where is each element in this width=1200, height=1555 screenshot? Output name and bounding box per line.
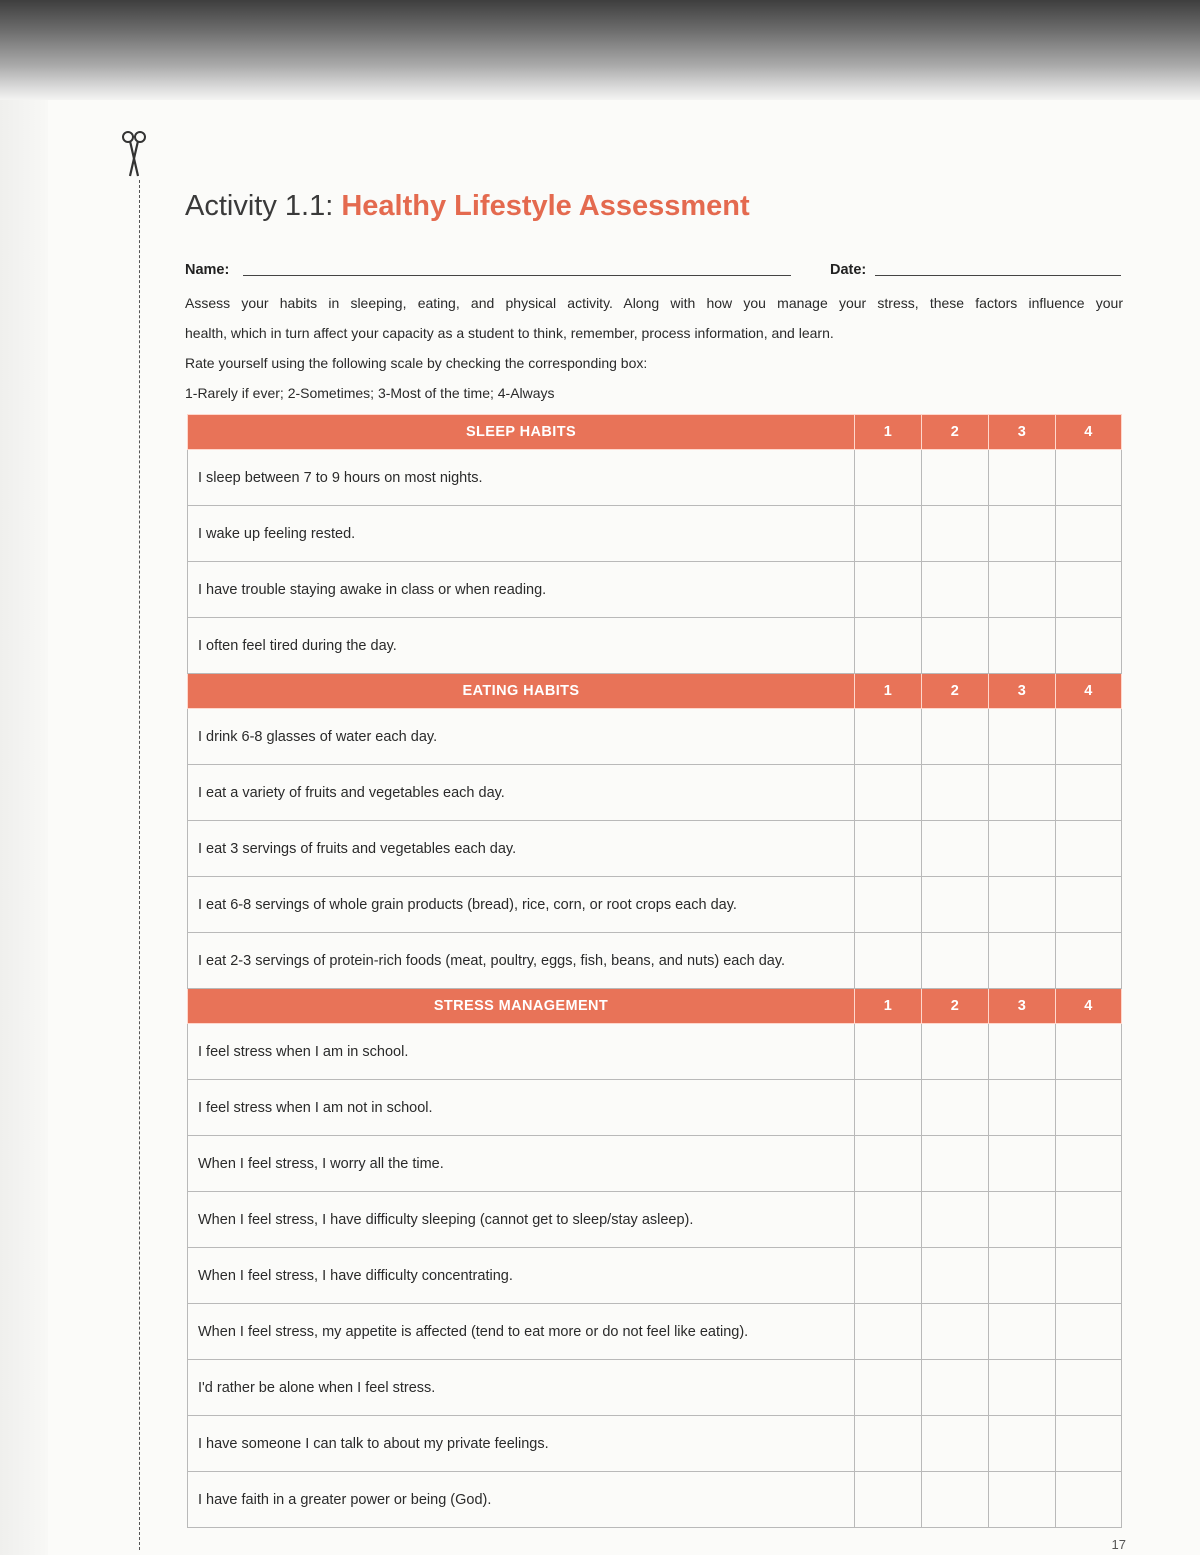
table-row	[188, 1192, 1122, 1248]
rating-checkbox-2[interactable]	[922, 506, 989, 562]
statement-text: I drink 6-8 glasses of water each day.	[188, 709, 855, 765]
rating-checkbox-3[interactable]	[989, 618, 1056, 674]
rating-checkbox-4[interactable]	[1056, 877, 1122, 933]
rating-checkbox-1[interactable]	[855, 1024, 922, 1080]
scale-header-3: 3	[989, 674, 1056, 709]
scale-header-3: 3	[989, 989, 1056, 1024]
rating-checkbox-4[interactable]	[1056, 1024, 1122, 1080]
page-number: 17	[1111, 1537, 1126, 1552]
table-row	[188, 1304, 1122, 1360]
rating-checkbox-2[interactable]	[922, 709, 989, 765]
section-header-row	[188, 415, 1122, 450]
scale-header-4: 4	[1056, 674, 1122, 709]
rating-checkbox-2[interactable]	[922, 1472, 989, 1528]
rating-checkbox-3[interactable]	[989, 1136, 1056, 1192]
table-row	[188, 1472, 1122, 1528]
table-row	[188, 765, 1122, 821]
scan-shadow-top	[0, 0, 1200, 100]
statement-text: I eat 6-8 servings of whole grain products (bread), rice, corn, or root crops each day.	[188, 877, 855, 933]
scan-margin-left	[0, 100, 48, 1555]
title-accent: Healthy Lifestyle Assessment	[341, 190, 750, 222]
table-row	[188, 1024, 1122, 1080]
table-row	[188, 1080, 1122, 1136]
scale-header-2: 2	[922, 415, 989, 450]
rating-checkbox-4[interactable]	[1056, 765, 1122, 821]
rating-checkbox-2[interactable]	[922, 1136, 989, 1192]
statement-text: I eat a variety of fruits and vegetables each day.	[188, 765, 855, 821]
rating-checkbox-1[interactable]	[855, 709, 922, 765]
rating-checkbox-1[interactable]	[855, 1416, 922, 1472]
rating-checkbox-1[interactable]	[855, 450, 922, 506]
scissors-icon	[121, 130, 147, 178]
scale-header-2: 2	[922, 989, 989, 1024]
rating-checkbox-1[interactable]	[855, 506, 922, 562]
statement-text: I eat 2-3 servings of protein-rich foods (meat, poultry, eggs, fish, beans, and nuts) each day.	[188, 933, 855, 989]
rating-checkbox-3[interactable]	[989, 877, 1056, 933]
scale-header-2: 2	[922, 674, 989, 709]
rating-checkbox-2[interactable]	[922, 450, 989, 506]
rating-checkbox-4[interactable]	[1056, 450, 1122, 506]
scale-header-1: 1	[855, 415, 922, 450]
scale-header-1: 1	[855, 674, 922, 709]
table-row	[188, 933, 1122, 989]
rating-checkbox-3[interactable]	[989, 506, 1056, 562]
rating-scale-legend: 1-Rarely if ever; 2-Sometimes; 3-Most of the time; 4-Always	[185, 385, 555, 401]
intro-line-2: health, which in turn affect your capacity as a student to think, remember, process information, and learn.	[185, 325, 834, 341]
rating-checkbox-1[interactable]	[855, 1136, 922, 1192]
rating-checkbox-3[interactable]	[989, 1472, 1056, 1528]
table-row	[188, 506, 1122, 562]
page-title	[185, 190, 750, 223]
table-row	[188, 877, 1122, 933]
assessment-table	[187, 414, 1122, 1528]
rating-checkbox-2[interactable]	[922, 765, 989, 821]
table-row	[188, 1136, 1122, 1192]
rating-checkbox-1[interactable]	[855, 618, 922, 674]
section-title: SLEEP HABITS	[188, 415, 855, 450]
statement-text: I eat 3 servings of fruits and vegetables each day.	[188, 821, 855, 877]
statement-text: I wake up feeling rested.	[188, 506, 855, 562]
table-row	[188, 1360, 1122, 1416]
date-field[interactable]	[875, 275, 1121, 276]
rating-checkbox-4[interactable]	[1056, 1472, 1122, 1528]
rating-checkbox-1[interactable]	[855, 1192, 922, 1248]
title-prefix: Activity 1.1:	[185, 190, 342, 222]
statement-text: I sleep between 7 to 9 hours on most nights.	[188, 450, 855, 506]
rating-checkbox-1[interactable]	[855, 1248, 922, 1304]
rating-checkbox-4[interactable]	[1056, 709, 1122, 765]
rating-checkbox-1[interactable]	[855, 877, 922, 933]
rating-checkbox-2[interactable]	[922, 821, 989, 877]
rating-checkbox-1[interactable]	[855, 1080, 922, 1136]
rating-checkbox-4[interactable]	[1056, 1416, 1122, 1472]
rating-checkbox-4[interactable]	[1056, 1136, 1122, 1192]
statement-text: When I feel stress, I have difficulty concentrating.	[188, 1248, 855, 1304]
rating-checkbox-1[interactable]	[855, 765, 922, 821]
rating-checkbox-2[interactable]	[922, 1304, 989, 1360]
rating-checkbox-3[interactable]	[989, 765, 1056, 821]
section-title: STRESS MANAGEMENT	[188, 989, 855, 1024]
cut-line	[139, 180, 140, 1550]
rating-checkbox-4[interactable]	[1056, 933, 1122, 989]
name-date-row	[185, 262, 1121, 282]
section-header-row	[188, 674, 1122, 709]
rating-checkbox-1[interactable]	[855, 1472, 922, 1528]
rating-checkbox-4[interactable]	[1056, 1192, 1122, 1248]
scale-header-1: 1	[855, 989, 922, 1024]
rating-checkbox-1[interactable]	[855, 562, 922, 618]
rating-checkbox-3[interactable]	[989, 1360, 1056, 1416]
scale-header-4: 4	[1056, 415, 1122, 450]
intro-line-1: Assess your habits in sleeping, eating, and physical activity. Along with how you manage your stress, these factors influence your	[185, 295, 1123, 311]
name-label: Name:	[185, 262, 230, 278]
rating-checkbox-3[interactable]	[989, 1416, 1056, 1472]
rating-checkbox-4[interactable]	[1056, 1304, 1122, 1360]
statement-text: I feel stress when I am not in school.	[188, 1080, 855, 1136]
table-row	[188, 1416, 1122, 1472]
statement-text: I feel stress when I am in school.	[188, 1024, 855, 1080]
rating-checkbox-3[interactable]	[989, 1192, 1056, 1248]
statement-text: When I feel stress, I worry all the time.	[188, 1136, 855, 1192]
statement-text: I have someone I can talk to about my private feelings.	[188, 1416, 855, 1472]
rating-checkbox-4[interactable]	[1056, 1248, 1122, 1304]
statement-text: I have trouble staying awake in class or when reading.	[188, 562, 855, 618]
section-header-row	[188, 989, 1122, 1024]
rating-checkbox-4[interactable]	[1056, 1080, 1122, 1136]
rating-checkbox-4[interactable]	[1056, 562, 1122, 618]
rating-checkbox-1[interactable]	[855, 1360, 922, 1416]
rating-checkbox-2[interactable]	[922, 1416, 989, 1472]
table-row	[188, 1248, 1122, 1304]
statement-text: I often feel tired during the day.	[188, 618, 855, 674]
rating-checkbox-2[interactable]	[922, 562, 989, 618]
rating-checkbox-2[interactable]	[922, 877, 989, 933]
statement-text: When I feel stress, my appetite is affected (tend to eat more or do not feel like eating).	[188, 1304, 855, 1360]
table-row	[188, 618, 1122, 674]
rating-checkbox-3[interactable]	[989, 1304, 1056, 1360]
rating-checkbox-1[interactable]	[855, 933, 922, 989]
statement-text: When I feel stress, I have difficulty sleeping (cannot get to sleep/stay asleep).	[188, 1192, 855, 1248]
section-title: EATING HABITS	[188, 674, 855, 709]
table-row	[188, 709, 1122, 765]
instructions	[185, 288, 1123, 408]
rating-checkbox-2[interactable]	[922, 1192, 989, 1248]
rating-checkbox-2[interactable]	[922, 1248, 989, 1304]
name-field[interactable]	[243, 275, 791, 276]
rating-checkbox-2[interactable]	[922, 618, 989, 674]
rating-checkbox-1[interactable]	[855, 821, 922, 877]
rating-checkbox-3[interactable]	[989, 450, 1056, 506]
rating-checkbox-2[interactable]	[922, 1024, 989, 1080]
rating-checkbox-4[interactable]	[1056, 821, 1122, 877]
statement-text: I'd rather be alone when I feel stress.	[188, 1360, 855, 1416]
intro-line-3: Rate yourself using the following scale by checking the corresponding box:	[185, 355, 648, 371]
rating-checkbox-3[interactable]	[989, 933, 1056, 989]
table-row	[188, 450, 1122, 506]
rating-checkbox-3[interactable]	[989, 821, 1056, 877]
scale-header-3: 3	[989, 415, 1056, 450]
rating-checkbox-3[interactable]	[989, 1080, 1056, 1136]
scale-header-4: 4	[1056, 989, 1122, 1024]
rating-checkbox-2[interactable]	[922, 1360, 989, 1416]
rating-checkbox-4[interactable]	[1056, 1360, 1122, 1416]
rating-checkbox-2[interactable]	[922, 1080, 989, 1136]
rating-checkbox-3[interactable]	[989, 1024, 1056, 1080]
table-row	[188, 562, 1122, 618]
rating-checkbox-2[interactable]	[922, 933, 989, 989]
statement-text: I have faith in a greater power or being (God).	[188, 1472, 855, 1528]
rating-checkbox-3[interactable]	[989, 1248, 1056, 1304]
rating-checkbox-4[interactable]	[1056, 618, 1122, 674]
date-label: Date:	[830, 262, 867, 278]
rating-checkbox-3[interactable]	[989, 709, 1056, 765]
rating-checkbox-1[interactable]	[855, 1304, 922, 1360]
rating-checkbox-4[interactable]	[1056, 506, 1122, 562]
table-row	[188, 821, 1122, 877]
rating-checkbox-3[interactable]	[989, 562, 1056, 618]
